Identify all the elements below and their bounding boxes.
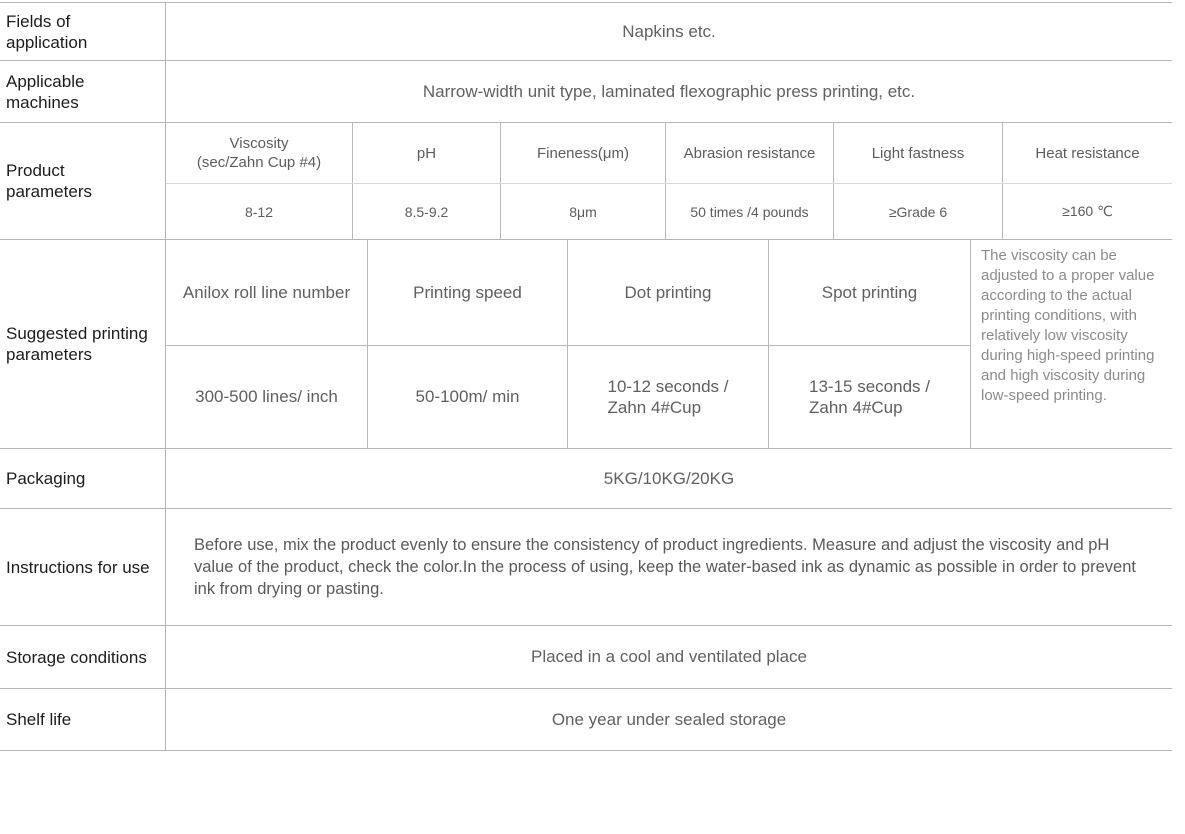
product-parameters-header-row [166, 123, 1172, 183]
instructions-for-use-value: Before use, mix the product evenly to ensure the consistency of product ingredients. Measure and adjust the viscosity and pH value of the product, check the color.In the process of using, keep the water-based ink as dynamic as possible in order to prevent ink from drying or pasting. [194, 536, 1136, 598]
row-instructions-for-use [0, 509, 1172, 626]
suggested-viscosity-note: The viscosity can be adjusted to a proper value according to the actual printing conditions, with relatively low viscosity during high-speed printing and high viscosity during low-speed printing. [970, 240, 1172, 448]
row-label-instructions-for-use: Instructions for use [0, 509, 166, 625]
row-label-shelf-life: Shelf life [0, 689, 166, 750]
row-packaging [0, 449, 1172, 509]
product-col-abrasion-value: 50 times /4 pounds [665, 184, 833, 239]
row-label-applicable-machines: Applicable machines [0, 61, 166, 122]
suggested-col-spot-printing-header: Spot printing [769, 240, 970, 346]
suggested-col-anilox-header: Anilox roll line number [166, 240, 367, 346]
suggested-col-printing-speed-value: 50-100m/ min [415, 387, 520, 406]
suggested-col-printing-speed [367, 240, 567, 448]
product-col-abrasion-header: Abrasion resistance [665, 123, 833, 183]
packaging-value: 5KG/10KG/20KG [603, 468, 735, 488]
row-suggested-printing-parameters [0, 240, 1172, 449]
suggested-printing-subtable [166, 240, 1172, 448]
suggested-col-anilox [166, 240, 367, 448]
spot-printing-value-text: 13-15 seconds / Zahn 4#Cup [809, 377, 930, 417]
row-applicable-machines [0, 61, 1172, 123]
row-label-storage-conditions: Storage conditions [0, 626, 166, 688]
product-col-heatresistance-value: ≥160 ℃ [1002, 184, 1172, 239]
product-col-viscosity-value: 8-12 [244, 203, 274, 220]
suggested-col-printing-speed-header: Printing speed [368, 240, 567, 346]
shelf-life-value: One year under sealed storage [551, 709, 787, 729]
suggested-col-anilox-value: 300-500 lines/ inch [195, 387, 338, 406]
row-storage-conditions [0, 626, 1172, 689]
row-label-product-parameters: Product parameters [0, 123, 166, 239]
product-parameters-subtable [166, 123, 1172, 239]
product-col-lightfastness-header: Light fastness [833, 123, 1002, 183]
product-col-ph-value: 8.5-9.2 [352, 184, 500, 239]
suggested-col-spot-printing-value [769, 346, 970, 448]
row-product-parameters [0, 123, 1172, 240]
suggested-col-dot-printing-value [568, 346, 768, 448]
row-label-packaging: Packaging [0, 449, 166, 508]
product-parameters-value-row [166, 183, 1172, 239]
product-col-ph-header: pH [352, 123, 500, 183]
product-col-fineness-value: 8μm [500, 184, 665, 239]
row-shelf-life [0, 689, 1172, 751]
product-col-heatresistance-header: Heat resistance [1002, 123, 1172, 183]
spec-table [0, 2, 1172, 751]
storage-conditions-value: Placed in a cool and ventilated place [531, 647, 807, 666]
row-label-suggested-printing-parameters: Suggested printing parameters [0, 240, 166, 448]
suggested-col-dot-printing-header: Dot printing [568, 240, 768, 346]
fields-of-application-value: Napkins etc. [622, 21, 716, 41]
suggested-col-dot-printing [567, 240, 768, 448]
suggested-col-spot-printing [768, 240, 970, 448]
dot-printing-value-text: 10-12 seconds / Zahn 4#Cup [607, 377, 729, 417]
row-label-fields-of-application: Fields of application [0, 3, 166, 60]
applicable-machines-value: Narrow-width unit type, laminated flexographic press printing, etc. [422, 81, 916, 101]
product-col-viscosity-header: Viscosity (sec/Zahn Cup #4) [196, 135, 322, 171]
row-fields-of-application [0, 3, 1172, 61]
product-col-lightfastness-value: ≥Grade 6 [833, 184, 1002, 239]
product-col-fineness-header: Fineness(μm) [500, 123, 665, 183]
